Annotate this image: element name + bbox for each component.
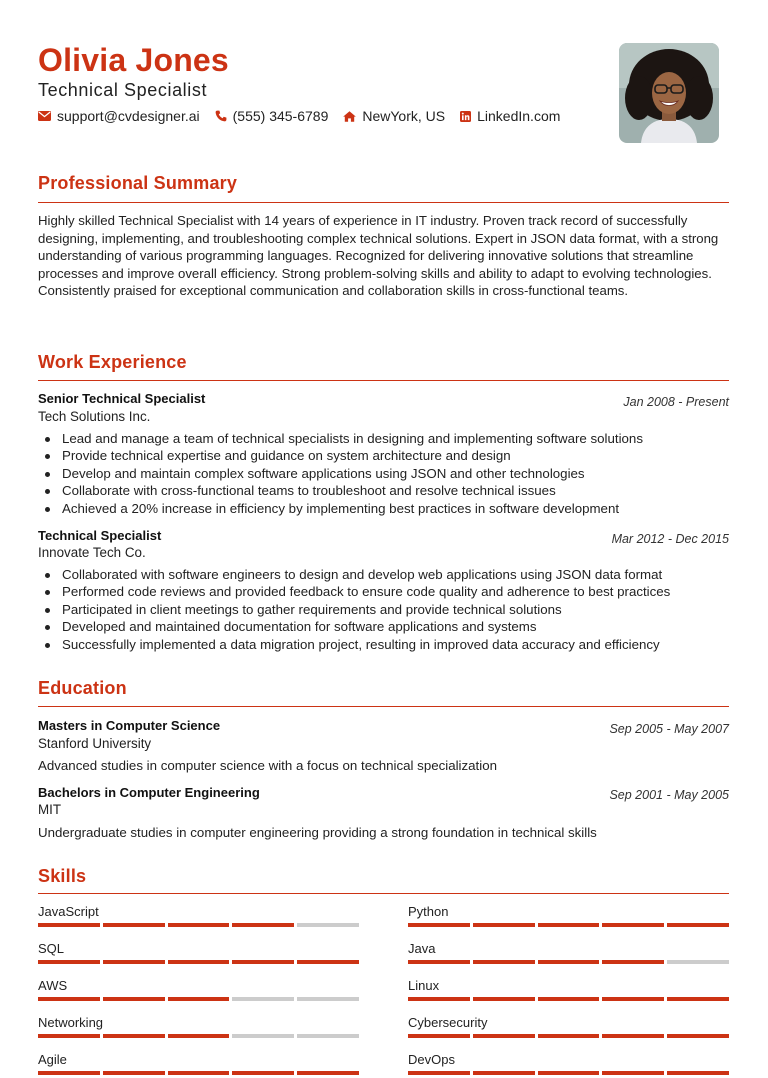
skill-level-filled bbox=[473, 923, 535, 927]
skill-level-empty bbox=[297, 1034, 359, 1038]
skill-name: Networking bbox=[38, 1014, 104, 1030]
skill-level-empty bbox=[667, 960, 729, 964]
degree-description: Advanced studies in computer science with a focus on technical specialization bbox=[38, 758, 497, 773]
degree-dates: Sep 2001 - May 2005 bbox=[609, 788, 729, 802]
envelope-icon bbox=[38, 111, 51, 121]
contact-phone-text: (555) 345-6789 bbox=[232, 108, 329, 124]
skill-name: DevOps bbox=[408, 1051, 455, 1067]
skill-level-bar bbox=[408, 997, 729, 1001]
skill-level-filled bbox=[473, 1071, 535, 1075]
skill-level-filled bbox=[103, 1034, 165, 1038]
education-heading: Education bbox=[38, 678, 127, 698]
job-company: Tech Solutions Inc. bbox=[38, 409, 151, 424]
skill-level-empty bbox=[232, 997, 294, 1001]
skill-level-bar bbox=[408, 1034, 729, 1038]
job-dates: Jan 2008 - Present bbox=[623, 395, 729, 409]
skill-level-filled bbox=[538, 1071, 600, 1075]
skill-item bbox=[408, 942, 729, 964]
job-bullet: Collaborate with cross-functional teams to troubleshoot and resolve technical issues bbox=[44, 482, 734, 499]
experience-divider bbox=[38, 380, 729, 381]
skill-level-filled bbox=[602, 1034, 664, 1038]
contact-linkedin[interactable] bbox=[460, 108, 560, 124]
job-dates: Mar 2012 - Dec 2015 bbox=[611, 532, 729, 546]
skill-level-filled bbox=[667, 997, 729, 1001]
contact-email-text: support@cvdesigner.ai bbox=[57, 108, 200, 124]
skill-level-filled bbox=[103, 997, 165, 1001]
summary-divider bbox=[38, 202, 729, 203]
job-title: Senior Technical Specialist bbox=[38, 391, 206, 406]
skill-name: JavaScript bbox=[38, 904, 99, 919]
skill-level-filled bbox=[408, 1071, 470, 1075]
degree-school: Stanford University bbox=[38, 736, 152, 751]
degree-description: Undergraduate studies in computer engineering providing a strong foundation in technical skills bbox=[38, 825, 597, 840]
skill-level-filled bbox=[538, 1034, 600, 1038]
skill-level-bar bbox=[38, 1071, 359, 1075]
job-bullets bbox=[44, 430, 734, 517]
degree-school: MIT bbox=[38, 802, 62, 817]
skill-item bbox=[408, 979, 729, 1001]
job-bullets bbox=[44, 566, 734, 653]
skill-level-filled bbox=[38, 997, 100, 1001]
skill-name: Linux bbox=[408, 977, 440, 993]
skill-level-filled bbox=[168, 1034, 230, 1038]
job-company: Innovate Tech Co. bbox=[38, 545, 146, 560]
skill-level-filled bbox=[38, 960, 100, 964]
degree-title: Masters in Computer Science bbox=[38, 718, 221, 733]
skill-level-bar bbox=[408, 960, 729, 964]
skill-level-filled bbox=[408, 960, 470, 964]
experience-heading: Work Experience bbox=[38, 352, 187, 372]
candidate-title: Technical Specialist bbox=[38, 80, 208, 100]
skill-level-filled bbox=[408, 923, 470, 927]
skill-level-filled bbox=[667, 923, 729, 927]
skill-level-filled bbox=[103, 923, 165, 927]
skill-level-filled bbox=[38, 1071, 100, 1075]
skill-level-filled bbox=[602, 1071, 664, 1075]
skill-level-filled bbox=[168, 960, 230, 964]
contact-email[interactable] bbox=[38, 108, 200, 124]
skill-level-bar bbox=[408, 1071, 729, 1075]
phone-icon bbox=[215, 110, 227, 122]
job-bullet: Successfully implemented a data migration project, resulting in improved data accuracy and efficiency bbox=[44, 636, 734, 653]
job-bullet: Performed code reviews and provided feedback to ensure code quality and adherence to best practices bbox=[44, 583, 734, 600]
job-bullet: Participated in client meetings to gather requirements and provide technical solutions bbox=[44, 601, 734, 618]
skill-level-filled bbox=[473, 997, 535, 1001]
summary-heading: Professional Summary bbox=[38, 173, 238, 193]
summary-text: Highly skilled Technical Specialist with 14 years of experience in IT industry. Proven track record of successfully designing, implementing, and troubleshooting complex technical solutions. Expert in JSON data format, with a strong understanding of various programming languages. Recognized for delivering innovative solutions that streamline processes and improve overall efficiency. Strong problem-solving skills and ability to adapt to evolving technologies. Consistently praised for exceptional communication and collaboration skills in cross-functional teams. bbox=[38, 213, 719, 299]
skill-level-filled bbox=[103, 960, 165, 964]
skill-name: Java bbox=[408, 940, 436, 956]
skill-level-filled bbox=[168, 1071, 230, 1075]
job-bullet: Developed and maintained documentation for software applications and systems bbox=[44, 618, 734, 635]
skill-level-filled bbox=[232, 923, 294, 927]
skill-item bbox=[38, 1016, 359, 1038]
skill-level-filled bbox=[232, 960, 294, 964]
skill-level-filled bbox=[538, 997, 600, 1001]
skill-item bbox=[408, 1053, 729, 1075]
skill-level-empty bbox=[297, 923, 359, 927]
skill-level-filled bbox=[602, 997, 664, 1001]
skill-item bbox=[38, 942, 359, 964]
skill-level-filled bbox=[473, 960, 535, 964]
skills-divider bbox=[38, 893, 729, 894]
skill-name: Agile bbox=[38, 1051, 67, 1067]
linkedin-icon bbox=[460, 111, 471, 122]
skill-name: Cybersecurity bbox=[408, 1014, 488, 1030]
job-bullet: Lead and manage a team of technical specialists in designing and implementing software solutions bbox=[44, 430, 734, 447]
skill-level-filled bbox=[297, 1071, 359, 1075]
profile-photo bbox=[619, 43, 719, 143]
contact-bar bbox=[38, 108, 575, 124]
skill-item bbox=[408, 1016, 729, 1038]
skill-level-filled bbox=[408, 1034, 470, 1038]
contact-location-text: NewYork, US bbox=[362, 108, 446, 124]
education-divider bbox=[38, 706, 729, 707]
skill-item bbox=[38, 1053, 359, 1075]
skill-name: Python bbox=[408, 904, 449, 919]
skill-name: SQL bbox=[38, 940, 65, 956]
skill-level-filled bbox=[602, 923, 664, 927]
skill-level-filled bbox=[473, 1034, 535, 1038]
job-title: Technical Specialist bbox=[38, 528, 162, 543]
contact-linkedin-text: LinkedIn.com bbox=[477, 108, 561, 124]
skill-level-bar bbox=[408, 923, 729, 927]
skill-level-filled bbox=[297, 960, 359, 964]
skill-level-filled bbox=[168, 923, 230, 927]
skill-level-filled bbox=[602, 960, 664, 964]
skill-level-filled bbox=[38, 923, 100, 927]
job-bullet: Develop and maintain complex software applications using JSON and other technologies bbox=[44, 465, 734, 482]
degree-title: Bachelors in Computer Engineering bbox=[38, 785, 260, 800]
skill-level-filled bbox=[538, 923, 600, 927]
job-bullet: Provide technical expertise and guidance on system architecture and design bbox=[44, 447, 734, 464]
skill-level-bar bbox=[38, 923, 359, 927]
skill-level-filled bbox=[667, 1071, 729, 1075]
candidate-name: Olivia Jones bbox=[38, 42, 229, 78]
degree-dates: Sep 2005 - May 2007 bbox=[609, 722, 729, 736]
skill-level-filled bbox=[232, 1071, 294, 1075]
contact-phone[interactable] bbox=[215, 108, 329, 124]
skill-level-empty bbox=[297, 997, 359, 1001]
home-icon bbox=[343, 111, 356, 122]
skill-item bbox=[38, 905, 359, 927]
contact-location[interactable] bbox=[343, 108, 445, 124]
skill-name: AWS bbox=[38, 977, 68, 993]
skill-level-bar bbox=[38, 960, 359, 964]
skill-level-filled bbox=[538, 960, 600, 964]
skill-level-bar bbox=[38, 997, 359, 1001]
skills-heading: Skills bbox=[38, 866, 87, 886]
skill-level-filled bbox=[408, 997, 470, 1001]
skill-level-filled bbox=[667, 1034, 729, 1038]
skill-item bbox=[38, 979, 359, 1001]
skill-item bbox=[408, 905, 729, 927]
skill-level-filled bbox=[38, 1034, 100, 1038]
skill-level-empty bbox=[232, 1034, 294, 1038]
skill-level-bar bbox=[38, 1034, 359, 1038]
job-bullet: Collaborated with software engineers to design and develop web applications using JSON data format bbox=[44, 566, 734, 583]
skill-level-filled bbox=[168, 997, 230, 1001]
job-bullet: Achieved a 20% increase in efficiency by implementing best practices in software development bbox=[44, 500, 734, 517]
skill-level-filled bbox=[103, 1071, 165, 1075]
